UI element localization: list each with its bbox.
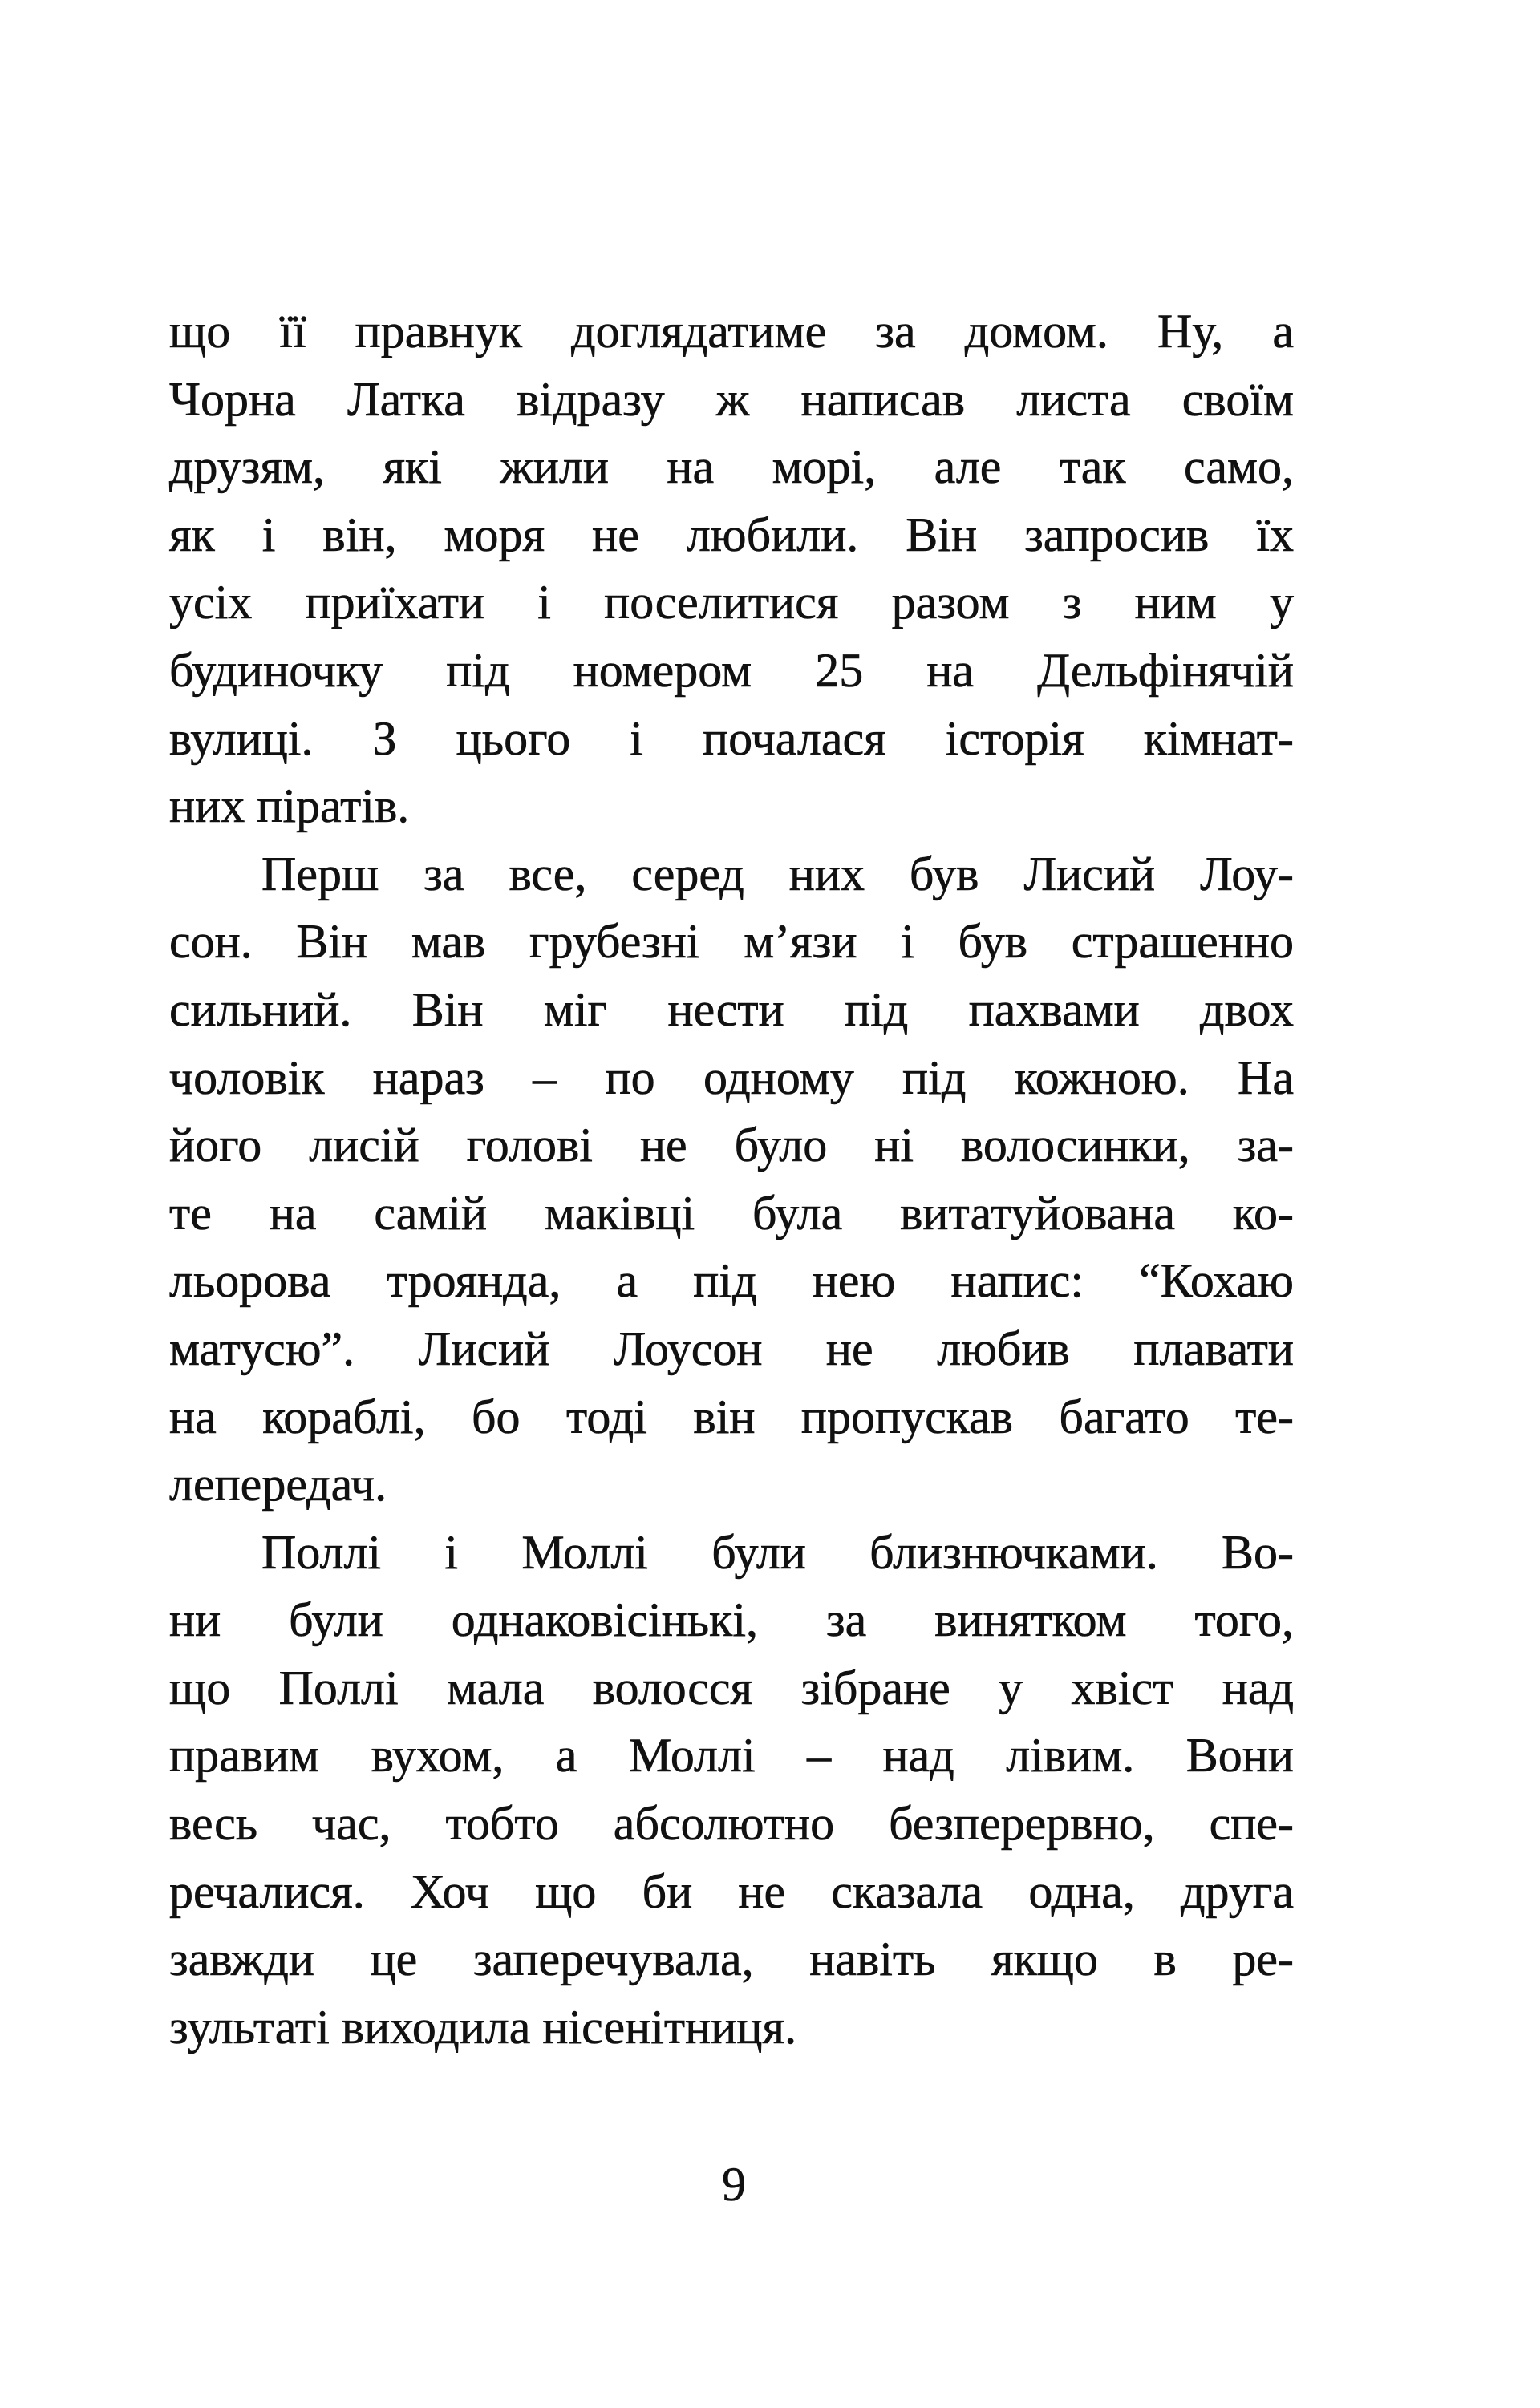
- text-line: ни були однаковісінькі, за винятком того,: [169, 1593, 1294, 1647]
- text-line: що її правнук доглядатиме за домом. Ну, а: [169, 305, 1294, 358]
- text-line: Перш за все, серед них був Лисий Лоу-: [261, 847, 1294, 900]
- text-line: що Поллі мала волосся зібране у хвіст над: [169, 1661, 1294, 1714]
- text-line: Чорна Латка відразу ж написав листа своїм: [169, 372, 1294, 426]
- text-line: на кораблі, бо тоді він пропускав багато те-: [169, 1390, 1294, 1443]
- paragraph: [169, 297, 1294, 840]
- text-line: будиночку під номером 25 на Дельфінячій: [169, 643, 1294, 697]
- text-line: Поллі і Моллі були близнючками. Во-: [261, 1525, 1294, 1579]
- text-line: те на самій маківці була витатуйована ко-: [169, 1186, 1294, 1240]
- text-line: сильний. Він міг нести під пахвами двох: [169, 982, 1294, 1036]
- page-body: [169, 297, 1294, 2061]
- text-line: друзям, які жили на морі, але так само,: [169, 440, 1294, 494]
- page-number: 9: [722, 2158, 746, 2211]
- text-line: завжди це заперечувала, навіть якщо в ре-: [169, 1932, 1294, 1986]
- text-line: речалися. Хоч що би не сказала одна, друга: [169, 1864, 1294, 1918]
- text-line: правим вухом, а Моллі – над лівим. Вони: [169, 1729, 1294, 1783]
- text-line: них піратів.: [169, 779, 410, 833]
- text-line: чоловік нараз – по одному під кожною. На: [169, 1050, 1294, 1104]
- paragraph: [169, 1519, 1294, 2062]
- text-line: лепередач.: [169, 1458, 387, 1512]
- text-line: усіх приїхати і поселитися разом з ним у: [169, 576, 1294, 629]
- text-line: зультаті виходила нісенітниця.: [169, 2000, 797, 2054]
- text-line: матусю”. Лисий Лоусон не любив плавати: [169, 1321, 1294, 1375]
- paragraph: [169, 840, 1294, 1519]
- text-line: сон. Він мав грубезні м’язи і був страшенно: [169, 915, 1294, 969]
- text-line: його лисій голові не було ні волосинки, за-: [169, 1119, 1294, 1172]
- text-line: вулиці. З цього і почалася історія кімнат-: [169, 711, 1294, 765]
- text-line: як і він, моря не любили. Він запросив їх: [169, 508, 1294, 561]
- text-line: льорова троянда, а під нею напис: “Кохаю: [169, 1254, 1294, 1308]
- text-line: весь час, тобто абсолютно безперервно, спе-: [169, 1797, 1294, 1851]
